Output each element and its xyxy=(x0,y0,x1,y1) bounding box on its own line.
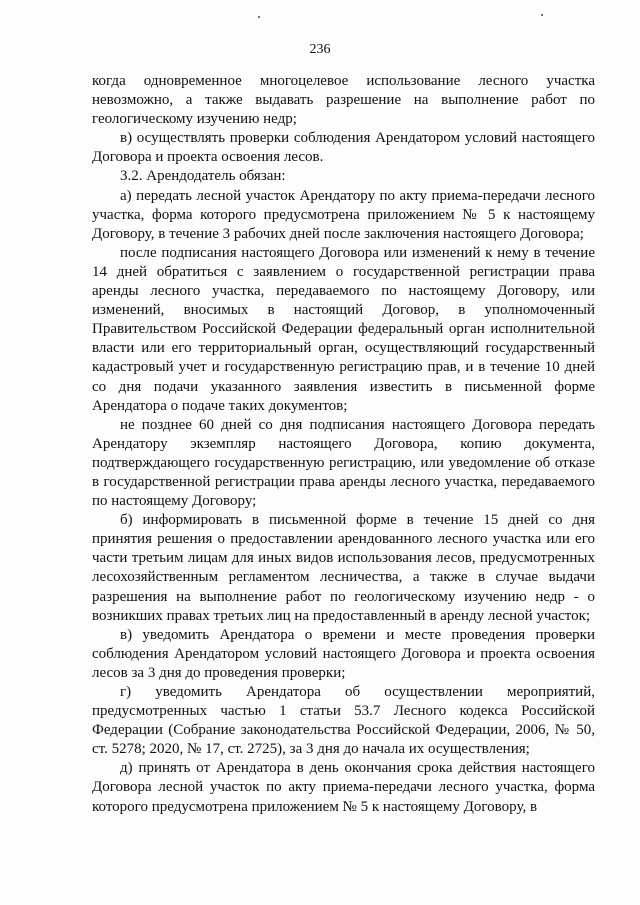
paragraph: б) информировать в письменной форме в течение 15 дней со дня принятия решения о предоставлении арендованного лесного участка или его части третьим лицам для иных видов использования лесов, предусмотренных лесохозяйственным регламентом лесничества, а также в случае выдачи разрешения на выполнение работ по геологическому изучению недр - о возникших правах третьих лиц на предоставленный в аренду лесной участок; xyxy=(92,512,595,624)
paragraph: в) уведомить Арендатора о времени и месте проведения проверки соблюдения Арендатором условий настоящего Договора и проекта освоения лесов за 3 дня до проведения проверки; xyxy=(92,626,595,681)
paragraph: д) принять от Арендатора в день окончания срока действия настоящего Договора лесной участок по акту приема-передачи лесного участка, форма которого предусмотрена приложением № 5 к настоящему Договору, в xyxy=(92,760,595,815)
paragraph: г) уведомить Арендатора об осуществлении мероприятий, предусмотренных частью 1 статьи 53.7 Лесного кодекса Российской Федерации (Собрание законодательства Российской Федерации, 2006, № 50, ст. 5278; 2020, № 17, ст. 2725), за 3 дня до начала их осуществления; xyxy=(92,684,595,758)
document-body xyxy=(92,72,595,817)
scan-speck xyxy=(541,14,543,16)
section-heading: 3.2. Арендодатель обязан: xyxy=(120,168,286,185)
paragraph: не позднее 60 дней со дня подписания настоящего Договора передать Арендатору экземпляр настоящего Договора, копию документа, подтверждающего государственную регистрацию, или уведомление об отказе в государственной регистрации права аренды лесного участка, передаваемого по настоящему Договору; xyxy=(92,416,595,510)
paragraph: а) передать лесной участок Арендатору по акту приема-передачи лесного участка, форма которого предусмотрена приложением № 5 к настоящему Договору, в течение 3 рабочих дней после заключения настоящего Договора; xyxy=(92,187,595,242)
paragraph-continued: когда одновременное многоцелевое использование лесного участка невозможно, а также выдавать разрешение на выполнение работ по геологическому изучению недр; xyxy=(92,73,595,128)
paragraph: после подписания настоящего Договора или изменений к нему в течение 14 дней обратиться с заявлением о государственной регистрации права аренды лесного участка, передаваемого по настоящему Договору, или изменений, вносимых в настоящий Договор, в уполномоченный Правительством Российской Федерации федеральный орган исполнительной власти или его территориальный орган, осуществляющий государственный кадастровый учет и государственную регистрацию прав, и в течение 10 дней со дня подачи указанного заявления известить в письменной форме Арендатора о подаче таких документов; xyxy=(92,244,595,414)
scan-speck xyxy=(258,16,260,18)
paragraph: в) осуществлять проверки соблюдения Арендатором условий настоящего Договора и проекта освоения лесов. xyxy=(92,130,595,166)
page-number: 236 xyxy=(309,42,331,57)
